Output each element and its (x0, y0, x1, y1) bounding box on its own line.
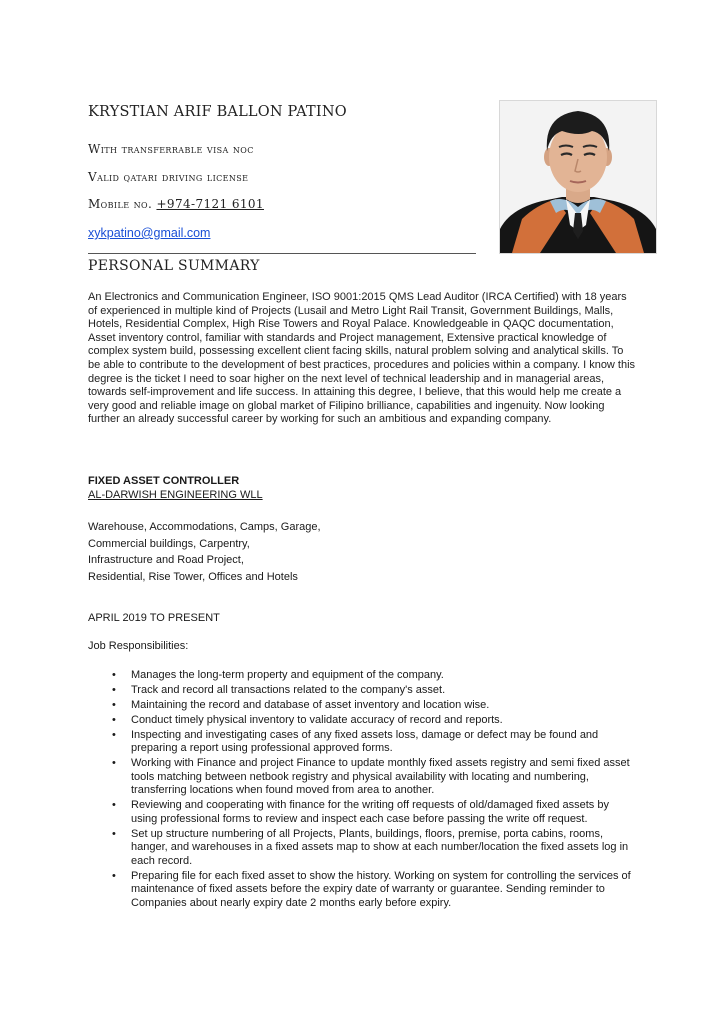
scope-item: Warehouse, Accommodations, Camps, Garage, (88, 521, 321, 533)
personal-summary-title: PERSONAL SUMMARY (88, 258, 260, 274)
list-item (88, 714, 638, 728)
responsibility-text: Set up structure numbering of all Projects, Plants, buildings, floors, premise, porta cabins, rooms, hanger, and warehouses in a fixed assets map to show at each number/location the fixed assets log in each record. (131, 827, 629, 867)
personal-summary-text: An Electronics and Communication Engineer, ISO 9001:2015 QMS Lead Auditor (IRCA Certified) with 18 years of experienced in multiple kind of Projects (Lusail and Metro Light Rail Transit, Government Buildings, Malls, Hotels, Residential Complex, High Rise Towers and Royal Palace. Knowledgeable in QAQC documentation, Asset inventory control, familiar with standards and Project management, Extensive practical knowledge of complex system build, possessing excellent client facing skills, natural problem solving and analytical skills. To be able to contribute to the development of best practices, procedures and policies within a company. I know this degree is the ticket I need to soar higher on the next level of technical leadership and in managerial areas, towards self-improvement and life success. In attaining this degree, I believe, that this would help me create a very good and reliable image on global market of Filipino brilliance, capabilities and ingenuity. Now looking further an already successful career by working for such an ambitious and expanding company. (88, 291, 636, 426)
responsibility-text: Reviewing and cooperating with finance for the writing off requests of old/damaged fixed assets by using professional forms to review and inspect each case before passing the write off request. (131, 799, 609, 825)
bullet-icon: • (112, 669, 116, 681)
license-line: Valid qatari driving license (88, 170, 249, 184)
email-link[interactable]: xykpatino@gmail.com (88, 226, 211, 240)
employment-period: APRIL 2019 TO PRESENT (88, 612, 220, 624)
profile-photo (499, 100, 657, 254)
bullet-icon: • (112, 827, 116, 840)
list-item (88, 669, 638, 683)
mobile-link[interactable]: +974-7121 6101 (156, 197, 264, 211)
responsibility-text: Conduct timely physical inventory to validate accuracy of record and reports. (131, 713, 503, 726)
responsibility-text: Inspecting and investigating cases of any fixed assets loss, damage or defect may be found and preparing a report using professional approved forms. (131, 728, 599, 755)
bullet-icon: • (112, 728, 116, 741)
bullet-icon: • (112, 698, 116, 711)
responsibility-text: Track and record all transactions related to the company's asset. (131, 683, 446, 696)
bullet-icon: • (112, 683, 116, 696)
header-divider (88, 253, 476, 254)
scope-item: Residential, Rise Tower, Offices and Hotels (88, 570, 298, 583)
scope-item: Infrastructure and Road Project, (88, 554, 244, 566)
responsibilities-list (88, 669, 638, 912)
responsibility-text: Working with Finance and project Finance to update monthly fixed assets registry and semi fixed asset tools matching between netbook registry and physical availability with locating and numbering, transferring locations when found moved from area to another. (131, 757, 630, 797)
bullet-icon: • (112, 757, 116, 770)
list-item (88, 870, 638, 911)
list-item (88, 828, 638, 869)
bullet-icon: • (112, 869, 116, 882)
list-item (88, 799, 638, 826)
responsibility-text: Manages the long-term property and equipment of the company. (131, 669, 444, 681)
person-portrait-icon (500, 101, 656, 253)
visa-line: With transferrable visa noc (88, 142, 254, 156)
list-item (88, 729, 638, 756)
responsibility-text: Maintaining the record and database of asset inventory and location wise. (131, 698, 490, 711)
job-title: FIXED ASSET CONTROLLER (88, 475, 240, 487)
list-item (88, 699, 638, 713)
bullet-icon: • (112, 799, 116, 812)
job-scope-list (88, 519, 321, 585)
candidate-name: KRYSTIAN ARIF BALLON PATINO (88, 104, 347, 120)
responsibility-text: Preparing file for each fixed asset to show the history. Working on system for controlling the services of maintenance of fixed assets before the expiry date of warranty or guarantee. Sending reminder to Companies about nearly expiry date 2 months early before expiry. (131, 869, 631, 909)
scope-item: Commercial buildings, Carpentry, (88, 537, 250, 550)
responsibilities-label: Job Responsibilities: (88, 640, 189, 652)
bullet-icon: • (112, 713, 116, 726)
list-item (88, 757, 638, 798)
list-item (88, 684, 638, 698)
mobile-line (88, 197, 264, 211)
mobile-label: Mobile no. (88, 197, 157, 211)
company-name: AL-DARWISH ENGINEERING WLL (88, 489, 263, 501)
